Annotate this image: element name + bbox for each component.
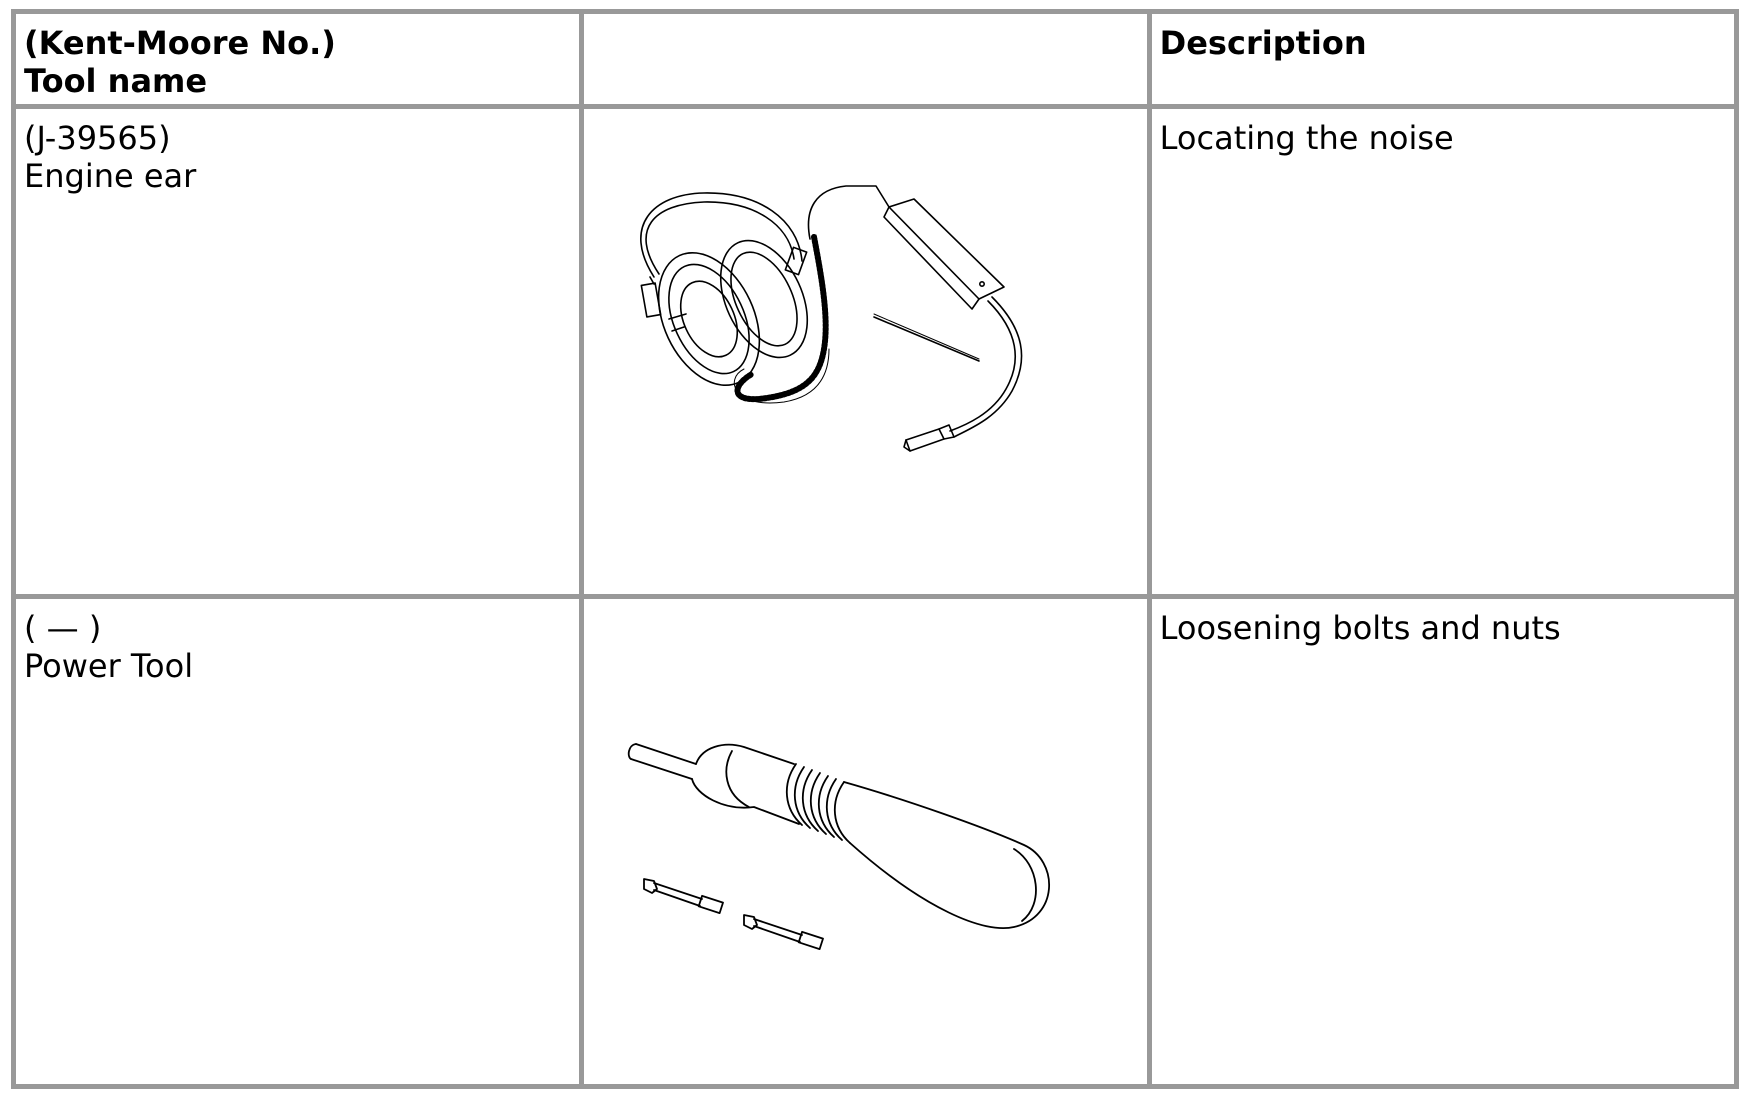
tool-name: Power Tool: [24, 647, 194, 685]
tool-name: Engine ear: [24, 157, 197, 195]
header-image: [581, 12, 1149, 107]
tool-description: Loosening bolts and nuts: [1159, 609, 1561, 647]
stethoscope-headphones-icon: [584, 109, 1137, 589]
tool-description-cell: [1149, 107, 1736, 597]
tool-image-cell: [581, 107, 1149, 597]
tool-name-cell: [14, 597, 582, 1087]
special-tools-table: [11, 9, 1739, 1089]
header-kent-moore-label: (Kent-Moore No.): [24, 24, 336, 62]
header-description: Description: [1149, 12, 1736, 107]
tool-description-cell: [1149, 597, 1736, 1087]
tool-number: (J-39565): [24, 119, 171, 157]
header-tool-name-label: Tool name: [24, 62, 208, 100]
table-row: [14, 597, 1737, 1087]
table-header-row: [14, 12, 1737, 107]
table-row: [14, 107, 1737, 597]
tool-description: Locating the noise: [1159, 119, 1454, 157]
tool-image-cell: [581, 597, 1149, 1087]
tool-name-cell: [14, 107, 582, 597]
power-screwdriver-icon: [584, 599, 1137, 1079]
header-tool-name: [14, 12, 582, 107]
tool-number: ( — ): [24, 609, 102, 647]
